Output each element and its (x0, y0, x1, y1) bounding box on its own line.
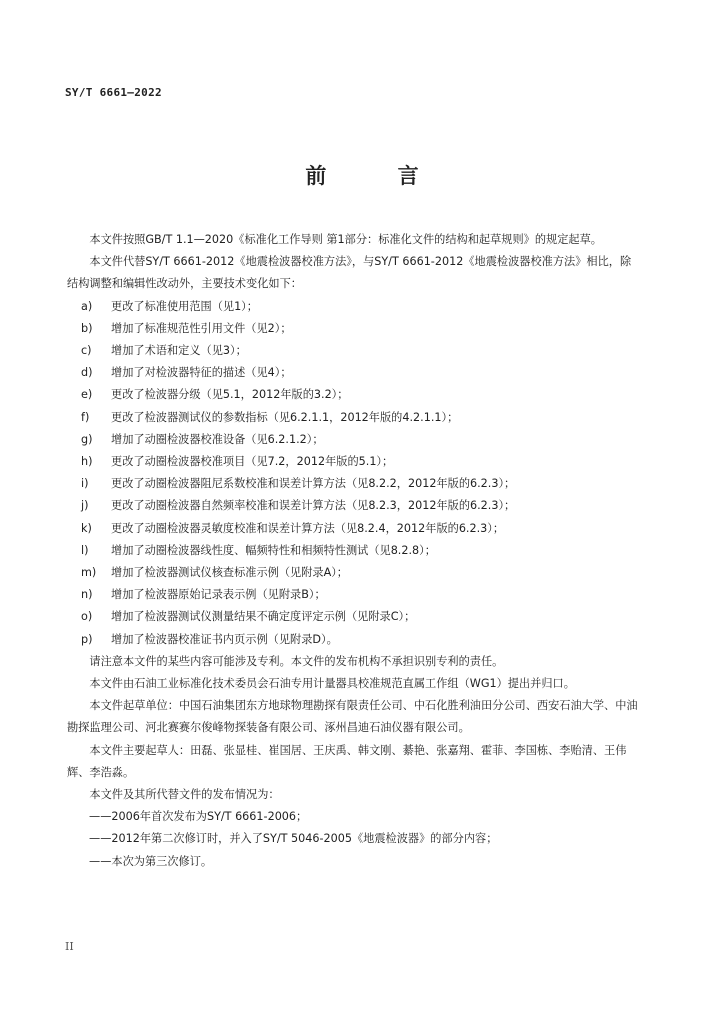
list-text: 增加了动圈检波器校准设备（见6.2.1.2）； (111, 432, 324, 446)
list-text: 增加了检波器测试仪测量结果不确定度评定示例（见附录C）； (111, 610, 416, 624)
list-text: 更改了动圈检波器自然频率校准和误差计算方法（见8.2.3，2012年版的6.2.3）； (111, 499, 516, 513)
list-item (67, 296, 641, 318)
list-text: 更改了检波器测试仪的参数指标（见6.2.1.1，2012年版的4.2.1.1）； (111, 410, 459, 424)
list-label: g) (81, 432, 93, 446)
list-item (67, 518, 641, 540)
list-label: c) (81, 344, 92, 358)
list-label: i) (81, 477, 89, 491)
list-label: m) (81, 566, 97, 580)
paragraph: 本文件由石油工业标准化技术委员会石油专用计量器具校准规范直属工作组（WG1）提出并归口。 (89, 677, 575, 691)
paragraph: 本文件主要起草人：田磊、张显桂、崔国居、王庆禹、韩文刚、綦艳、张嘉翔、霍菲、李国栋、李贻清、王伟辉、李浩淼。 (67, 743, 627, 779)
paragraph: 本文件按照GB/T 1.1—2020《标准化工作导则 第1部分：标准化文件的结构和起草规则》的规定起草。 (89, 233, 602, 246)
list-item (67, 473, 641, 495)
list-label: a) (81, 299, 93, 313)
list-label: e) (81, 388, 93, 402)
history-line: ——2006年首次发布为SY/T 6661-2006； (89, 810, 308, 824)
list-text: 增加了术语和定义（见3）； (111, 344, 247, 358)
list-item (67, 540, 641, 562)
list-item (67, 318, 641, 340)
list-label: b) (81, 321, 93, 335)
paragraph: 请注意本文件的某些内容可能涉及专利。本文件的发布机构不承担识别专利的责任。 (89, 654, 504, 668)
list-label: n) (81, 588, 93, 602)
list-item (67, 384, 641, 406)
list-label: h) (81, 455, 93, 469)
list-text: 更改了动圈检波器阻尼系数校准和误差计算方法（见8.2.2，2012年版的6.2.3）； (111, 477, 516, 491)
paragraph: 本文件及其所代替文件的发布情况为： (89, 788, 280, 802)
list-text: 增加了检波器原始记录表示例（见附录B）； (111, 588, 326, 602)
list-label: k) (81, 521, 92, 535)
page-title: 前 言 (305, 164, 451, 188)
list-item (67, 562, 641, 584)
list-label: o) (81, 610, 93, 624)
document-code: SY/T 6661—2022 (65, 86, 162, 99)
list-label: d) (81, 366, 93, 380)
page-number: II (65, 940, 74, 953)
list-text: 更改了动圈检波器灵敏度校准和误差计算方法（见8.2.4，2012年版的6.2.3）； (111, 521, 505, 535)
list-label: p) (81, 632, 93, 646)
list-item (67, 629, 641, 651)
list-label: f) (81, 410, 90, 424)
list-text: 增加了动圈检波器线性度、幅频特性和相频特性测试（见8.2.8）； (111, 543, 436, 557)
list-text: 增加了标准规范性引用文件（见2）； (111, 321, 292, 335)
list-item (67, 451, 641, 473)
list-label: j) (81, 499, 89, 513)
list-item (67, 340, 641, 362)
list-text: 增加了对检波器特征的描述（见4）； (111, 366, 292, 380)
document-body (67, 229, 641, 873)
history-line: ——本次为第三次修订。 (89, 854, 213, 868)
list-item (67, 362, 641, 384)
list-text: 增加了检波器测试仪核查标准示例（见附录A）； (111, 566, 348, 580)
list-text: 更改了检波器分级（见5.1，2012年版的3.2）； (111, 388, 349, 402)
list-text: 增加了检波器校准证书内页示例（见附录D）。 (111, 632, 338, 646)
list-text: 更改了标准使用范围（见1）； (111, 299, 258, 313)
list-item (67, 429, 641, 451)
list-text: 更改了动圈检波器校准项目（见7.2，2012年版的5.1）； (111, 455, 394, 469)
changes-list (67, 296, 641, 651)
list-item (67, 495, 641, 517)
history-line: ——2012年第二次修订时，并入了SY/T 5046-2005《地震检波器》的部分内容； (89, 832, 498, 846)
paragraph: 本文件起草单位：中国石油集团东方地球物理勘探有限责任公司、中石化胜利油田分公司、西安石油大学、中油勘探监理公司、河北赛赛尔俊峰物探装备有限公司、涿州昌迪石油仪器有限公司。 (67, 699, 638, 735)
paragraph: 本文件代替SY/T 6661-2012《地震检波器校准方法》，与SY/T 6661-2012《地震检波器校准方法》相比，除结构调整和编辑性改动外，主要技术变化如下： (67, 255, 632, 291)
list-item (67, 606, 641, 628)
list-label: l) (81, 543, 89, 557)
list-item (67, 584, 641, 606)
list-item (67, 407, 641, 429)
